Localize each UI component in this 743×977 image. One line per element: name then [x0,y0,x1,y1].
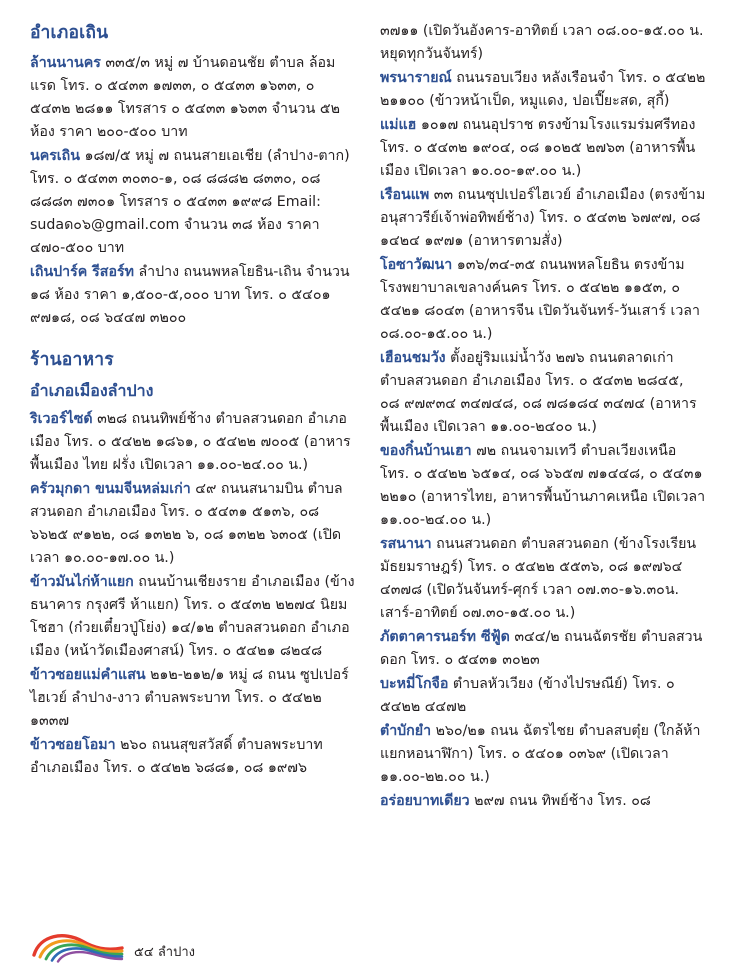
page-footer [30,929,195,963]
listing-name: โอซาวัฒนา [380,257,453,273]
page-number: ๕๔ [134,945,154,960]
listing-name: บะหมี่โกจือ [380,676,449,692]
listing-detail: ๔๙ ถนนสนามบิน ตำบลสวนดอก อำเภอเมือง โทร. ๐ ๕๔๓๑ ๕๑๓๖, ๐๘ ๖๖๒๕ ๙๑๒๒, ๐๘ ๑๓๒๒ ๖, ๐๘ ๑๓๒๒ ๖๓๐๕ (เปิดเวลา ๑๐.๐๐-๑๗.๐๐ น.) [30,481,343,566]
listing-name: ข้าวซอยโอมา [30,737,116,753]
section-heading-restaurants: ร้านอาหาร [30,350,114,370]
listing-detail: ๒๑๒-๒๑๒/๑ หมู่ ๘ ถนน ซูปเปอร์ไฮเวย์ ลำปาง-งาว ตำบลพระบาท โทร. ๐ ๕๔๒๒ ๑๓๓๗ [30,667,349,729]
listing-entry [380,114,706,183]
listing-name: เรือนแพ [380,187,430,203]
listing-entry [380,347,706,439]
listing-entry [380,790,706,813]
right-column [380,18,706,918]
listing-name: ภัตตาคารนอร์ท ซีฟู้ด [380,629,510,645]
listing-name: ล้านนานคร [30,55,101,71]
section-heading-amphoe-thoen: อำเภอเถิน [30,23,109,43]
subsection-heading-amphoe-mueang-lampang: อำเภอเมืองลำปาง [30,381,154,400]
listing-name: แม่แฮ [380,117,417,133]
listing-entry [380,254,706,346]
listing-detail: ๓๗๑๑ (เปิดวันอังคาร-อาทิตย์ เวลา ๐๘.๐๐-๑๕.๐๐ น. หยุดทุกวันจันทร์) [380,23,704,62]
listing-detail: ลำปาง ถนนพหลโยธิน-เถิน จำนวน ๑๘ ห้อง ราคา ๑,๕๐๐-๕,๐๐๐ บาท โทร. ๐ ๕๔๐๑ ๙๗๑๘, ๐๘ ๖๔๔๗ ๓๒๐๐ [30,264,350,326]
listing-entry-continuation [380,20,706,66]
tourism-ribbon-logo-icon [30,929,126,963]
listing-entry [30,52,356,144]
two-column-layout [30,18,717,918]
footer-page-label [134,941,195,963]
listing-detail: ๗๒ ถนนจามเทวี ตำบลเวียงเหนือ โทร. ๐ ๕๔๒๒ ๖๕๑๔, ๐๘ ๖๖๕๗ ๗๑๔๔๘, ๐ ๕๔๓๑ ๒๒๑๐ (อาหารไทย, อาหารพื้นบ้านภาคเหนือ เปิดเวลา ๑๑.๐๐-๒๔.๐๐ น.) [380,443,706,528]
section-spacer [30,331,356,345]
listing-entry [380,533,706,625]
listing-entry [380,720,706,789]
listing-detail: ๑๐๑๗ ถนนอุปราช ตรงข้ามโรงแรมร่มศรีทอง โทร. ๐ ๕๔๓๒ ๑๙๐๔, ๐๘ ๑๐๒๕ ๒๗๖๓ (อาหารพื้นเมือง เปิดเวลา ๑๐.๐๐-๑๙.๐๐ น.) [380,117,696,179]
listing-name: ครัวมุกดา ขนมจีนหล่มเก่า [30,481,191,497]
listing-detail: ๒๙๗ ถนน ทิพย์ช้าง โทร. ๐๘ [469,793,651,809]
footer-province-label: ลำปาง [157,945,195,960]
listing-entry [30,408,356,477]
left-column [30,18,356,918]
listing-entry [380,626,706,672]
listing-entry [30,261,356,330]
listing-detail: ถนนบ้านเชียงราย อำเภอเมือง (ข้างธนาคาร กรุงศรี ห้าแยก) โทร. ๐ ๕๔๓๒ ๒๒๗๔ นิยมโชฮา (ก๋วยเตี๋ยวปู่โย่ง) ๑๔/๑๒ ตำบลสวนดอก อำเภอเมือง (หน้าวัดเมืองศาสน์) โทร. ๐ ๕๔๒๑ ๘๒๔๘ [30,574,355,659]
listing-name: ตำบักยำ [380,723,432,739]
listing-name: เถินปาร์ค รีสอร์ท [30,264,134,280]
listing-detail: ๑๓๖/๓๔-๓๕ ถนนพหลโยธิน ตรงข้ามโรงพยาบาลเขลางค์นคร โทร. ๐ ๕๔๒๒ ๑๑๕๓, ๐ ๕๔๒๑ ๘๐๔๓ (อาหารจีน เปิดวันจันทร์-วันเสาร์ เวลา ๐๘.๐๐-๑๕.๐๐ น.) [380,257,700,342]
listing-detail: ๑๘๗/๕ หมู่ ๗ ถนนสายเอเชีย (ลำปาง-ตาก) โทร. ๐ ๕๔๓๓ ๓๐๓๐-๑, ๐๘ ๘๘๘๒ ๘๓๓๐, ๐๘ ๘๘๘๓ ๗๓๐๑ โทรสาร ๐ ๕๔๓๓ ๑๙๙๘ Email: sudaด๐๖@gmail.com จำนวน ๓๘ ห้อง ราคา ๔๗๐-๕๐๐ บาท [30,148,350,256]
listing-name: พรนารายณ์ [380,70,452,86]
listing-entry [30,734,356,780]
listing-name: รสนานา [380,536,432,552]
listing-entry [380,673,706,719]
listing-entry [380,67,706,113]
listing-name: ข้าวซอยแม่คำแสน [30,667,146,683]
listing-detail: ๒๖๐/๒๑ ถนน ฉัตรไชย ตำบลสบตุ๋ย (ใกล้ห้าแยกหอนาฬิกา) โทร. ๐ ๕๔๐๑ ๐๓๖๙ (เปิดเวลา ๑๑.๐๐-๒๒.๐๐ น.) [380,723,701,785]
listing-detail: ถนนสวนดอก ตำบลสวนดอก (ข้างโรงเรียนมัธยมราษฎร์) โทร. ๐ ๕๔๒๒ ๕๕๓๖, ๐๘ ๑๙๗๖๔ ๔๓๗๘ (เปิดวันจันทร์-ศุกร์ เวลา ๐๗.๓๐-๑๖.๓๐น. เสาร์-อาทิตย์ ๐๗.๓๐-๑๕.๐๐ น.) [380,536,697,621]
listing-detail: ๓๔๔/๒ ถนนฉัตรชัย ตำบลสวนดอก โทร. ๐ ๕๔๓๑ ๓๐๒๓ [380,629,703,668]
listing-detail: ถนนรอบเวียง หลังเรือนจำ โทร. ๐ ๕๔๒๒ ๒๑๑๐๐ (ข้าวหน้าเป็ด, หมูแดง, ปอเปี๊ยะสด, สุกี้) [380,70,706,109]
listing-detail: ๓๒๘ ถนนทิพย์ช้าง ตำบลสวนดอก อำเภอเมือง โทร. ๐ ๕๔๒๒ ๑๘๖๑, ๐ ๕๔๒๒ ๗๐๐๕ (อาหารพื้นเมือง ไทย ฝรั่ง เปิดเวลา ๑๑.๐๐-๒๔.๐๐ น.) [30,411,351,473]
listing-entry [380,440,706,532]
listing-name: นครเถิน [30,148,80,164]
listing-detail: ตำบลหัวเวียง (ข้างไปรษณีย์) โทร. ๐ ๕๔๒๒ ๔๔๗๒ [380,676,675,715]
listing-entry [30,664,356,733]
listing-detail: ๓๓๕/๓ หมู่ ๗ บ้านดอนชัย ตำบล ล้อมแรด โทร. ๐ ๕๔๓๓ ๑๗๓๓, ๐ ๕๔๓๓ ๑๖๓๓, ๐ ๕๔๓๒ ๒๘๑๑ โทรสาร ๐ ๕๔๓๓ ๑๖๓๓ จำนวน ๕๒ ห้อง ราคา ๒๐๐-๕๐๐ บาท [30,55,340,140]
listing-name: ข้าวมันไก่ห้าแยก [30,574,134,590]
listing-name: เฮือนชมวัง [380,350,446,366]
listing-name: ของกิ๋นบ้านเฮา [380,443,472,459]
listing-entry [30,145,356,260]
listing-detail: ๓๓ ถนนซุปเปอร์ไฮเวย์ อำเภอเมือง (ตรงข้ามอนุสาวรีย์เจ้าพ่อทิพย์ช้าง) โทร. ๐ ๕๔๓๒ ๖๗๙๗, ๐๘ ๑๔๒๔ ๑๙๗๑ (อาหารตามสั่ง) [380,187,706,249]
listing-detail: ๒๖๐ ถนนสุขสวัสดิ์ ตำบลพระบาท อำเภอเมือง โทร. ๐ ๕๔๒๒ ๖๘๘๑, ๐๘ ๑๙๗๖ [30,737,323,776]
listing-entry [380,184,706,253]
listing-name: อร่อยบาทเดียว [380,793,470,809]
listing-entry [30,571,356,663]
listing-detail: ตั้งอยู่ริมแม่น้ำวัง ๒๗๖ ถนนตลาดเก่า ตำบลสวนดอก อำเภอเมือง โทร. ๐ ๕๔๓๒ ๒๘๔๕, ๐๘ ๙๗๙๓๔ ๓๔๗๔๘, ๐๘ ๗๘๑๘๔ ๓๔๗๔ (อาหารพื้นเมือง เปิดเวลา ๑๑.๐๐-๒๔๐๐ น.) [380,350,697,435]
listing-name: ริเวอร์ไซด์ [30,411,93,427]
listing-entry [30,478,356,570]
